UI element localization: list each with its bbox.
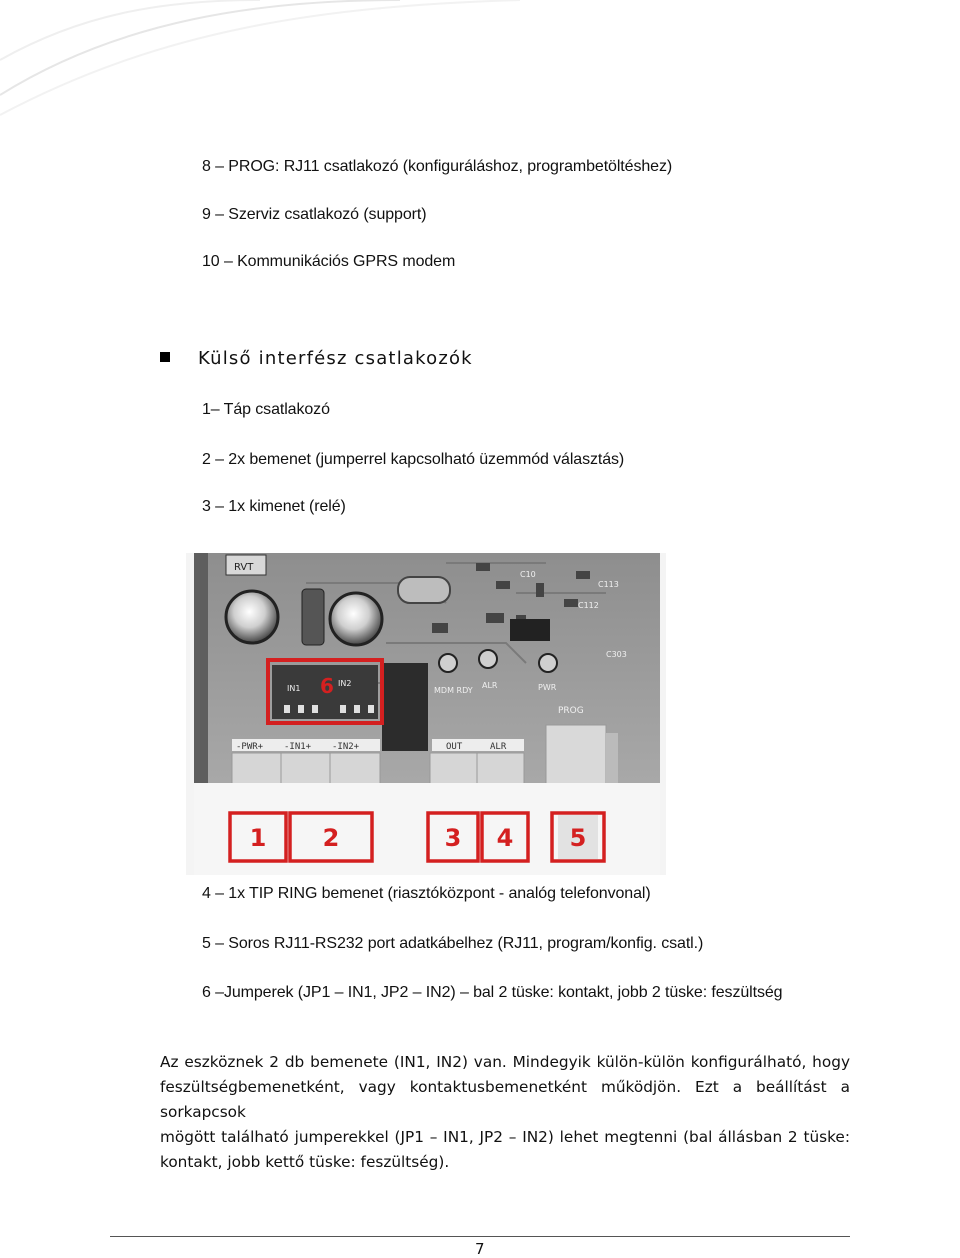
callout-6-label: 6 xyxy=(320,674,334,698)
svg-text:PWR: PWR xyxy=(538,683,557,692)
callout-3-label: 3 xyxy=(444,824,462,852)
svg-text:-PWR+: -PWR+ xyxy=(236,742,264,752)
list-item: 2 – 2x bemenet (jumperrel kapcsolható üzemmód választás) xyxy=(202,451,625,468)
paragraph-line: feszültségbemenetként, vagy kontaktusbemenetként működjön. Ezt a beállítást a sorkapcsok xyxy=(160,1078,850,1121)
callout-4-label: 4 xyxy=(496,824,514,852)
circuit-board-photo xyxy=(186,553,666,875)
paragraph-line: Az eszköznek 2 db bemenete (IN1, IN2) van. Mindegyik külön-külön konfigurálható, hogy xyxy=(160,1053,850,1071)
svg-text:MDM RDY: MDM RDY xyxy=(434,686,473,695)
capacitor-icon xyxy=(330,593,382,645)
label-rvt: RVT xyxy=(234,562,254,573)
svg-text:ALR: ALR xyxy=(482,681,498,690)
svg-text:ALR: ALR xyxy=(490,742,507,752)
list-item: 1– Táp csatlakozó xyxy=(202,401,330,418)
list-item: 10 – Kommunikációs GPRS modem xyxy=(202,253,456,270)
svg-text:C303: C303 xyxy=(606,650,627,659)
callout-5-label: 5 xyxy=(569,824,587,852)
list-item: 6 –Jumperek (JP1 – IN1, JP2 – IN2) – bal 2 tüske: kontakt, jobb 2 tüske: feszültség xyxy=(202,984,783,1001)
svg-text:C10: C10 xyxy=(520,570,536,579)
list-item: 8 – PROG: RJ11 csatlakozó (konfiguráláshoz, programbetöltéshez) xyxy=(202,158,673,175)
list-item: 5 – Soros RJ11-RS232 port adatkábelhez (RJ11, program/konfig. csatl.) xyxy=(202,935,704,952)
list-item: 4 – 1x TIP RING bemenet (riasztóközpont - analóg telefonvonal) xyxy=(202,885,651,902)
svg-text:IN2: IN2 xyxy=(338,679,352,688)
page-corner-decoration xyxy=(0,0,960,120)
svg-text:PROG: PROG xyxy=(558,706,584,716)
square-bullet-icon xyxy=(160,352,170,362)
svg-text:-IN2+: -IN2+ xyxy=(332,742,360,752)
callout-1-label: 1 xyxy=(249,824,267,852)
page-number: 7 xyxy=(475,1240,485,1258)
callout-2-label: 2 xyxy=(322,824,340,852)
footer-divider xyxy=(110,1236,850,1237)
svg-text:C112: C112 xyxy=(578,601,599,610)
section-title: Külső interfész csatlakozók xyxy=(198,348,473,369)
list-item: 3 – 1x kimenet (relé) xyxy=(202,498,346,515)
capacitor-icon xyxy=(226,591,278,643)
body-paragraph xyxy=(160,1050,850,1175)
section-heading xyxy=(160,348,473,370)
list-item: 9 – Szerviz csatlakozó (support) xyxy=(202,206,427,223)
svg-text:IN1: IN1 xyxy=(287,684,301,693)
paragraph-line: mögött található jumperekkel (JP1 – IN1, JP2 – IN2) lehet megtenni (bal állásban 2 tüske: xyxy=(160,1128,850,1146)
paragraph-line: kontakt, jobb kettő tüske: feszültség). xyxy=(160,1153,450,1171)
svg-text:C113: C113 xyxy=(598,580,619,589)
svg-text:-IN1+: -IN1+ xyxy=(284,742,312,752)
svg-text:OUT: OUT xyxy=(446,742,463,752)
